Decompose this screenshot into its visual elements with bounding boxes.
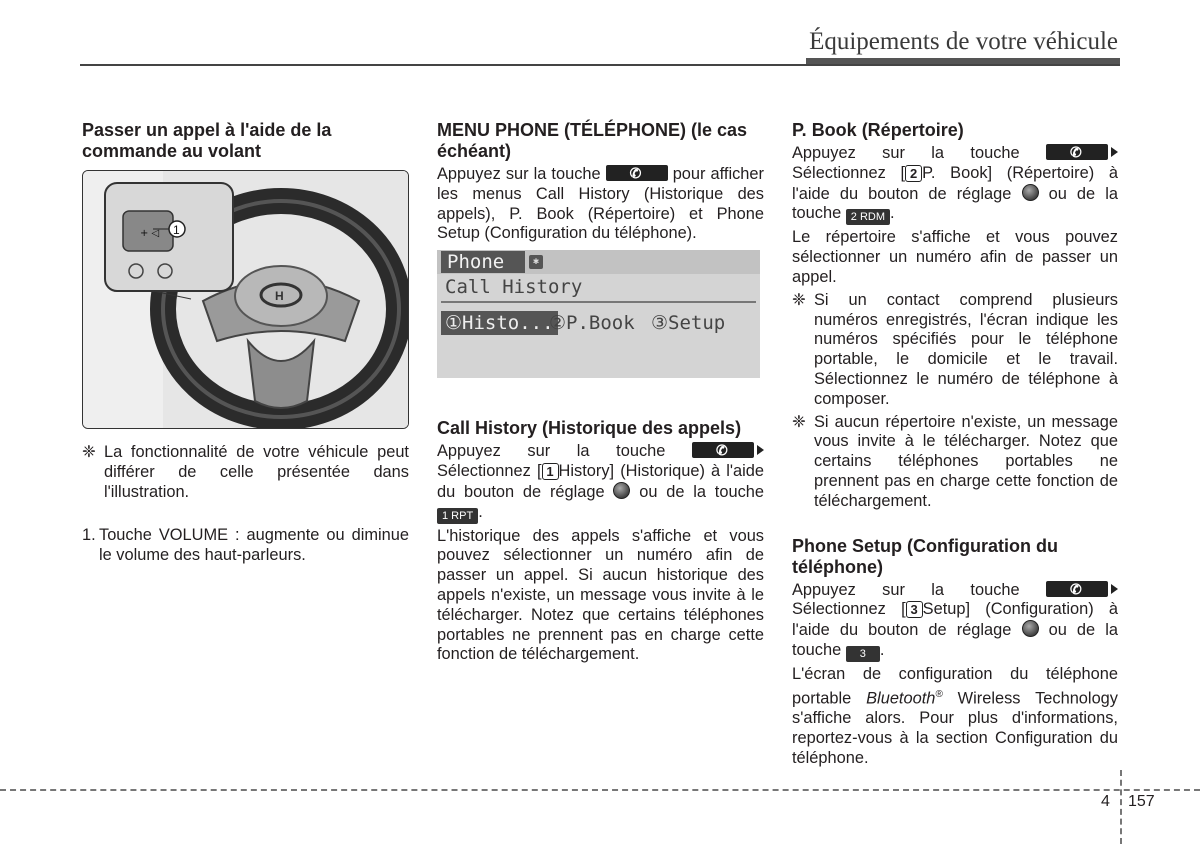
page-header-title: Équipements de votre véhicule [809, 28, 1118, 55]
list-item-text: Touche VOLUME : augmente ou diminue le volume des haut-parleurs. [99, 526, 409, 565]
text-span: ou de la touche [792, 621, 1118, 659]
svg-text:H: H [275, 289, 284, 303]
section-heading-pbook: P. Book (Répertoire) [792, 120, 964, 140]
note-mark: ❈ [792, 290, 806, 309]
text-span: Wireless Technology s'affiche alors. Pour plus d'informations, reportez-vous à la section Configuration du téléphone. [792, 689, 1118, 767]
note-no-phonebook [792, 413, 1118, 512]
text-span: Sélectionnez [ [792, 163, 906, 182]
arrow-right-icon [1111, 584, 1118, 594]
text-span: . [478, 502, 483, 521]
footer-dashed-rule [0, 789, 1200, 791]
note-text: Si un contact comprend plusieurs numéros enregistrés, l'écran indique les numéros spécifiés pour le téléphone portable, le domicile et le travail. Sélectionnez le numéro de téléphone à composer. [814, 290, 1118, 408]
phone-key-icon: ✆ [692, 442, 754, 458]
text-span: History] (Historique) à l'aide du bouton de réglage [437, 461, 765, 501]
text-span: . [890, 204, 895, 223]
text-span: Appuyez sur la touche [792, 144, 1020, 162]
list-item-volume [82, 526, 409, 566]
note-text: La fonctionnalité de votre véhicule peut différer de celle présentée dans l'illustration. [104, 443, 409, 501]
screen-option-pbook: ②P.Book [549, 312, 635, 335]
steering-wheel-figure [82, 170, 409, 429]
text-span: . [879, 640, 885, 659]
paragraph-phone-setup [792, 581, 1118, 662]
text-span: Sélectionnez [ [437, 461, 542, 480]
screen-title: Phone [441, 251, 525, 273]
key-3-icon: 3 [846, 646, 880, 662]
chapter-number: 4 [1101, 793, 1110, 810]
paragraph-phone-setup-detail [792, 665, 1118, 768]
text-span: ou de la touche [639, 482, 765, 501]
phone-key-icon: ✆ [1046, 581, 1108, 597]
bluetooth-term: Bluetooth [866, 689, 936, 708]
rpt-key-icon: 1 RPT [437, 508, 478, 524]
paragraph-menu-phone [437, 165, 764, 244]
tune-knob-icon [1022, 620, 1039, 637]
note-mark: ❈ [792, 412, 806, 431]
phone-key-icon: ✆ [1046, 144, 1108, 160]
text-span: ou de la touche [792, 184, 1118, 223]
screen-option-setup: ③Setup [651, 312, 726, 335]
phone-menu-screen [437, 250, 760, 378]
text-span: Appuyez sur la touche [437, 442, 666, 461]
note-illustration [82, 443, 409, 502]
column-2 [437, 120, 764, 665]
footer-vertical-rule [1120, 770, 1122, 844]
phone-key-icon: ✆ [606, 165, 668, 181]
steering-wheel-illustration [83, 171, 408, 428]
circled-number-icon: 2 [905, 165, 922, 182]
text-span: Sélectionnez [ [792, 600, 906, 619]
section-heading-steering-call: Passer un appel à l'aide de la commande au volant [82, 120, 332, 161]
figure-callout-1: 1 [173, 223, 180, 237]
rdm-key-icon: 2 RDM [846, 209, 890, 225]
tune-knob-icon [1022, 184, 1039, 201]
text-span: L'écran de configuration du téléphone portable [792, 664, 1118, 708]
text-span: P. Book] (Répertoire) à l'aide du bouton de réglage [792, 163, 1118, 203]
list-item-number: 1. [82, 526, 96, 545]
column-3 [792, 120, 1118, 768]
section-heading-call-history: Call History (Historique des appels) [437, 418, 742, 439]
text-span: Appuyez sur la touche [792, 580, 1020, 599]
note-text: Si aucun répertoire n'existe, un message vous invite à le télécharger. Notez que certains téléphones portables ne prennent pas en charge cette fonction de téléchargement. [814, 412, 1118, 510]
header-rule [80, 64, 1120, 66]
svg-text:+ ◁: + ◁ [140, 228, 160, 239]
bluetooth-icon: ✱ [529, 255, 543, 269]
paragraph-pbook-detail: Le répertoire s'affiche et vous pouvez sélectionner un numéro afin de passer un appel. [792, 228, 1118, 286]
arrow-right-icon [1111, 147, 1118, 157]
paragraph-call-history [437, 442, 764, 523]
column-1 [82, 120, 409, 566]
text-span: pour afficher les menus Call History (Historique des appels), P. Book (Répertoire) et Phone Setup (Configuration du téléphone). [437, 165, 764, 243]
text-span: Setup] (Configuration) à l'aide du bouton de réglage [792, 600, 1118, 640]
section-heading-phone-setup: Phone Setup (Configuration du téléphone) [792, 535, 1058, 577]
page-number: 157 [1128, 793, 1155, 810]
note-multiple-numbers [792, 291, 1118, 410]
screen-option-history: ①Histo... [441, 311, 558, 335]
arrow-right-icon [757, 445, 764, 455]
section-heading-menu-phone: MENU PHONE (TÉLÉPHONE) (le cas échéant) [437, 120, 748, 161]
paragraph-pbook [792, 144, 1118, 225]
screen-divider [441, 301, 756, 303]
paragraph-call-history-detail: L'historique des appels s'affiche et vous pouvez sélectionner un numéro afin de passer un appel. Si aucun historique des appels n'existe, un message vous invite à le télécharger. Notez que certains téléphones portables ne prennent pas en charge cette fonction de téléchargement. [437, 526, 764, 664]
circled-number-icon: 1 [542, 463, 559, 480]
screen-subtitle: Call History [445, 276, 583, 299]
note-mark: ❈ [82, 443, 96, 461]
text-span: Appuyez sur la touche [437, 165, 601, 183]
tune-knob-icon [613, 482, 630, 499]
circled-number-icon: 3 [906, 601, 923, 618]
registered-mark: ® [935, 688, 943, 700]
